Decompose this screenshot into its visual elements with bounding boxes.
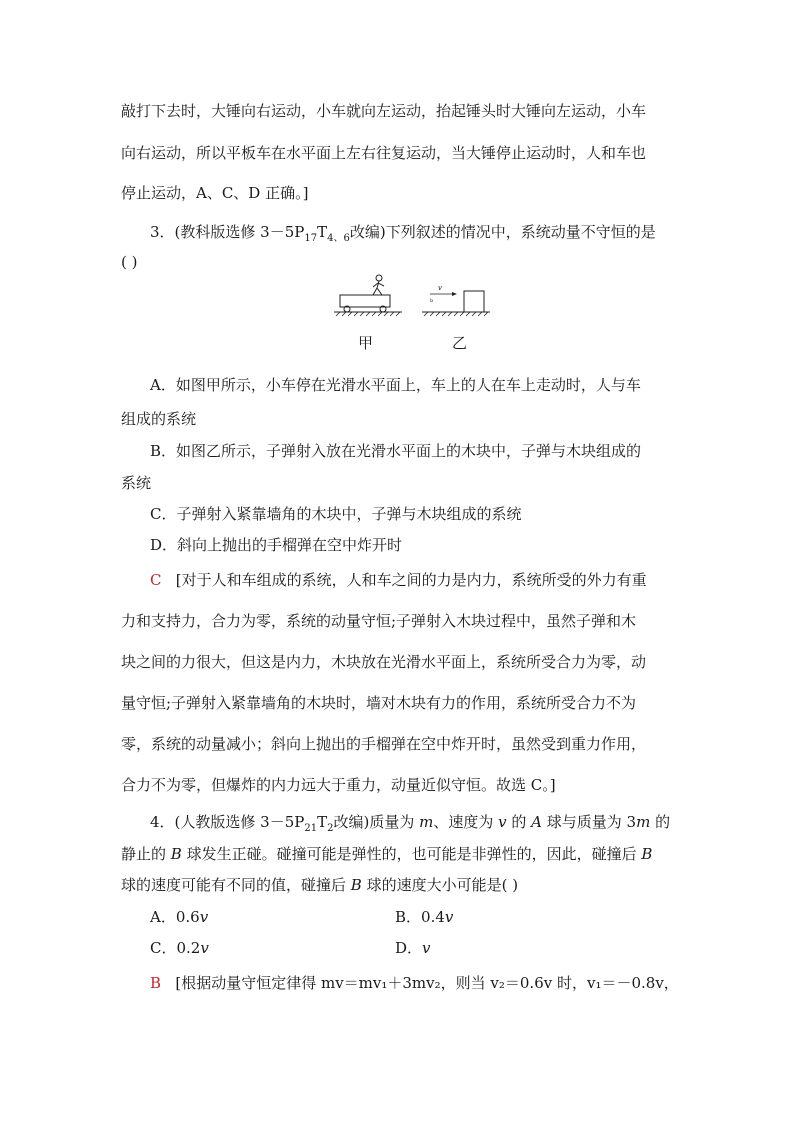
q3-figure-svg xyxy=(330,268,510,328)
q4-option-b: B．0.4v xyxy=(395,908,454,926)
q3-option-b-line2: 系统 xyxy=(121,474,152,492)
ground-right-hatch xyxy=(424,312,488,316)
q4-option-c: C．0.2v xyxy=(150,939,209,957)
figure-label-jia: 甲 xyxy=(358,334,374,352)
q3-option-a-line1: A．如图甲所示，小车停在光滑水平面上，车上的人在车上走动时，人与车 xyxy=(150,376,641,394)
q3-answer-letter: C xyxy=(150,571,162,589)
q3-answer-line6: 合力不为零，但爆炸的内力远大于重力，动量近似守恒。故选 C。] xyxy=(121,776,556,794)
q3-paren: ( ) xyxy=(121,253,138,271)
answer2-line-3: 停止运动，A、C、D 正确。] xyxy=(121,184,309,202)
q3-answer-line1: C [对于人和车组成的系统，人和车之间的力是内力，系统所受的外力有重 xyxy=(150,571,647,589)
q4-stem-line3: 球的速度可能有不同的值，碰撞后 B 球的速度大小可能是( ) xyxy=(121,876,519,894)
q3-answer-line5: 零，系统的动量减小；斜向上抛出的手榴弹在空中炸开时，虽然受到重力作用， xyxy=(121,735,647,753)
velocity-arrowhead xyxy=(452,292,457,296)
q3-stem: 3．(教科版选修 $3-5P_{17}T_{4、6}$改编)下列叙述的情况中，系统动量不守恒的是 xyxy=(150,223,656,244)
q3-figure xyxy=(330,268,510,358)
arrow-label-v: v xyxy=(438,284,442,292)
q3-option-b-line1: B．如图乙所示，子弹射入放在光滑水平面上的木块中，子弹与木块组成的 xyxy=(150,442,642,460)
q4-stem-line2: 静止的 B 球发生正碰。碰撞可能是弹性的，也可能是非弹性的，因此，碰撞后 B xyxy=(121,845,653,863)
q4-answer-line1: B [根据动量守恒定律得 mv＝mv₁＋3mv₂，则当 v₂＝0.6v 时，v₁＝－0.8v， xyxy=(150,974,679,992)
q3-answer-line3: 块之间的力很大，但这是内力，木块放在光滑水平面上，系统所受合力为零，动 xyxy=(121,653,647,671)
bullet-label-b: b xyxy=(430,298,434,304)
person-icon xyxy=(373,275,384,295)
q3-answer-line4: 量守恒;子弹射入紧靠墙角的木块时，墙对木块有力的作用，系统所受合力不为 xyxy=(121,694,637,712)
figure-label-yi: 乙 xyxy=(452,334,468,352)
wooden-block xyxy=(464,291,484,312)
q3-option-d: D．斜向上抛出的手榴弹在空中炸开时 xyxy=(150,536,403,554)
q4-option-d: D．v xyxy=(395,939,431,957)
q4-answer-letter: B xyxy=(150,974,162,992)
q3-option-a-line2: 组成的系统 xyxy=(121,410,197,428)
q4-stem-line1: 4．(人教版选修 $3-5P_{21}T_2$改编)质量为 m、速度为 v 的 A 球与质量为 3m 的 xyxy=(150,813,671,834)
answer2-line-1: 敲打下去时，大锤向右运动，小车就向左运动，抬起锤头时大锤向左运动，小车 xyxy=(121,102,647,120)
cart-body xyxy=(340,295,390,307)
answer2-line-2: 向右运动，所以平板车在水平面上左右往复运动，当大锤停止运动时，人和车也 xyxy=(121,144,647,162)
q4-option-a: A．0.6v xyxy=(150,908,209,926)
q3-answer-line2: 力和支持力，合力为零，系统的动量守恒;子弹射入木块过程中，虽然子弹和木 xyxy=(121,612,637,630)
q3-option-c: C．子弹射入紧靠墙角的木块中，子弹与木块组成的系统 xyxy=(150,505,522,523)
ground-left-hatch xyxy=(336,312,400,316)
